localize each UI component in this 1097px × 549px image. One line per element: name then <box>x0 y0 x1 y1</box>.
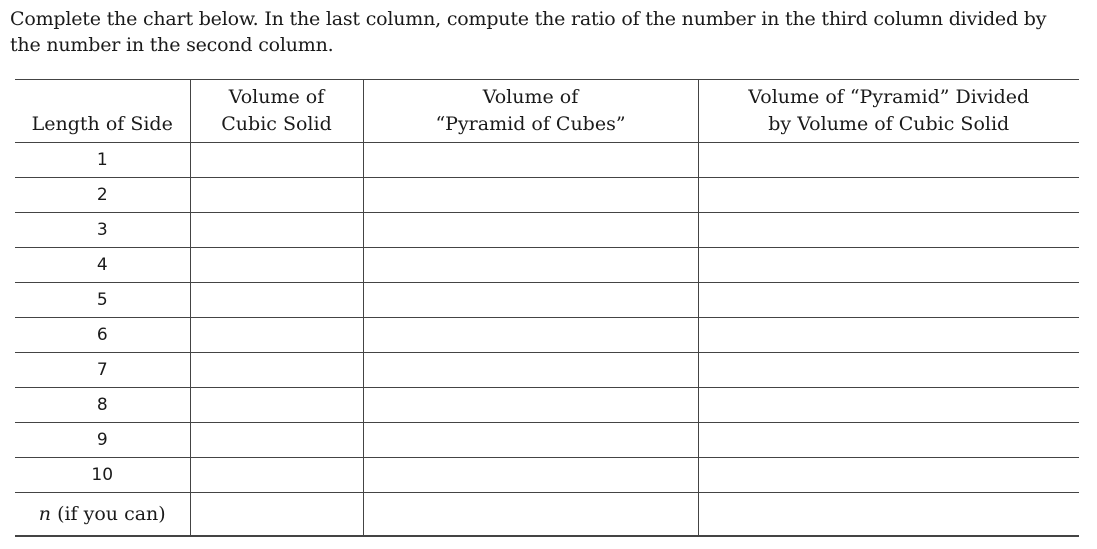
header-length-of-side-label: Length of Side <box>31 113 173 135</box>
pyramid-volume-cell[interactable] <box>363 248 698 283</box>
pyramid-volume-cell[interactable] <box>363 423 698 458</box>
cubic-volume-cell[interactable] <box>190 388 363 423</box>
ratio-cell[interactable] <box>698 283 1079 318</box>
pyramid-volume-cell[interactable] <box>363 143 698 178</box>
ratio-cell[interactable] <box>698 178 1079 213</box>
cubic-volume-cell[interactable] <box>190 353 363 388</box>
side-length-cell: 4 <box>15 248 190 283</box>
cubic-volume-cell[interactable] <box>190 458 363 493</box>
table-header-row <box>15 80 1079 143</box>
cubic-volume-cell[interactable] <box>190 213 363 248</box>
cubic-volume-cell[interactable] <box>190 423 363 458</box>
cubic-volume-cell[interactable] <box>190 248 363 283</box>
variable-n: n <box>38 503 52 525</box>
table-row <box>15 458 1079 493</box>
ratio-cell[interactable] <box>698 423 1079 458</box>
instructions-line-2: the number in the second column. <box>10 34 334 56</box>
side-length-cell: 5 <box>15 283 190 318</box>
ratio-cell[interactable] <box>698 318 1079 353</box>
pyramid-volume-cell[interactable] <box>363 388 698 423</box>
cubic-volume-cell[interactable] <box>190 178 363 213</box>
side-length-cell: 10 <box>15 458 190 493</box>
table-row <box>15 248 1079 283</box>
header-volume-pyramid <box>363 80 698 143</box>
header-length-of-side <box>15 80 190 143</box>
header-ratio <box>698 80 1079 143</box>
pyramid-volume-cell[interactable] <box>363 458 698 493</box>
side-length-cell: 6 <box>15 318 190 353</box>
instructions-line-1: Complete the chart below. In the last column, compute the ratio of the number in the third column divided by <box>10 8 1047 30</box>
ratio-cell[interactable] <box>698 458 1079 493</box>
header-ratio-line-2: by Volume of Cubic Solid <box>768 113 1010 135</box>
ratio-cell[interactable] <box>698 493 1079 537</box>
header-volume-pyramid-line-1: Volume of <box>482 86 579 108</box>
header-ratio-line-1: Volume of “Pyramid” Divided <box>748 86 1030 108</box>
ratio-cell[interactable] <box>698 213 1079 248</box>
header-volume-cubic-solid <box>190 80 363 143</box>
table-row <box>15 143 1079 178</box>
table-row <box>15 423 1079 458</box>
ratio-cell[interactable] <box>698 248 1079 283</box>
table-row <box>15 353 1079 388</box>
cubic-volume-cell[interactable] <box>190 283 363 318</box>
ratio-cell[interactable] <box>698 388 1079 423</box>
ratio-cell[interactable] <box>698 143 1079 178</box>
header-volume-cubic-line-2: Cubic Solid <box>221 113 332 135</box>
table-row <box>15 213 1079 248</box>
table-row <box>15 318 1079 353</box>
header-volume-cubic-line-1: Volume of <box>228 86 325 108</box>
header-volume-pyramid-line-2: “Pyramid of Cubes” <box>435 113 626 135</box>
side-length-cell: 1 <box>15 143 190 178</box>
instructions <box>10 6 1085 58</box>
pyramid-volume-cell[interactable] <box>363 213 698 248</box>
side-length-cell: 9 <box>15 423 190 458</box>
if-you-can-label: (if you can) <box>51 503 166 525</box>
table-header <box>15 80 1079 143</box>
side-length-cell-n <box>15 493 190 537</box>
pyramid-volume-cell[interactable] <box>363 283 698 318</box>
cubic-volume-cell[interactable] <box>190 493 363 537</box>
cubic-volume-cell[interactable] <box>190 143 363 178</box>
side-length-cell: 2 <box>15 178 190 213</box>
pyramid-volume-cell[interactable] <box>363 178 698 213</box>
table-row <box>15 283 1079 318</box>
table-row <box>15 388 1079 423</box>
table-body <box>15 143 1079 537</box>
side-length-cell: 8 <box>15 388 190 423</box>
side-length-cell: 7 <box>15 353 190 388</box>
ratio-cell[interactable] <box>698 353 1079 388</box>
cubic-volume-cell[interactable] <box>190 318 363 353</box>
data-table <box>15 79 1079 537</box>
table-row <box>15 178 1079 213</box>
side-length-cell: 3 <box>15 213 190 248</box>
pyramid-volume-cell[interactable] <box>363 353 698 388</box>
table-row-n <box>15 493 1079 537</box>
pyramid-volume-cell[interactable] <box>363 318 698 353</box>
pyramid-volume-cell[interactable] <box>363 493 698 537</box>
